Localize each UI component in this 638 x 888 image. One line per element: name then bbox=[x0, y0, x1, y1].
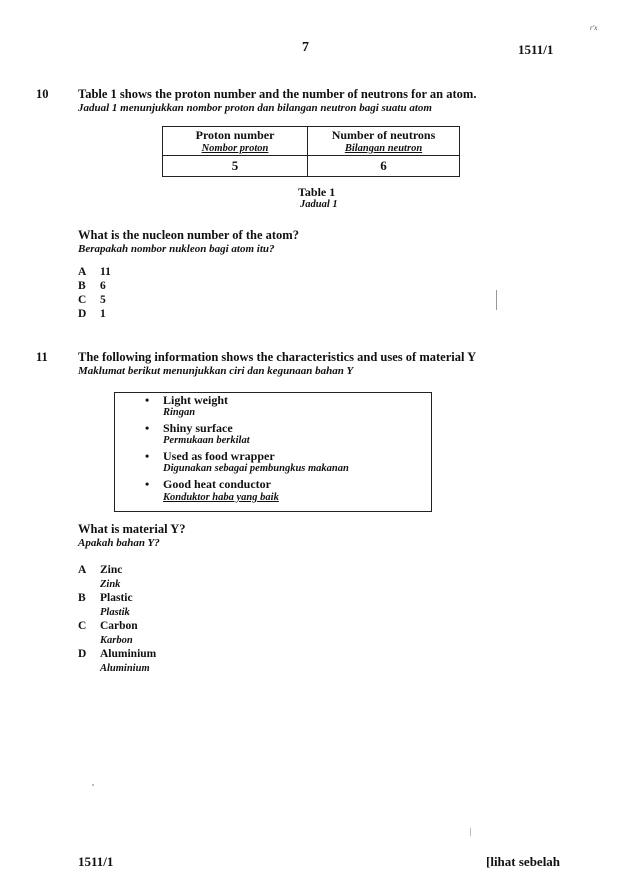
table-value-row bbox=[163, 156, 460, 177]
table-1 bbox=[162, 126, 460, 177]
question-11-number: 11 bbox=[36, 350, 48, 364]
option-b-text: Plastic bbox=[100, 592, 133, 604]
option-a-text-ms: Zink bbox=[100, 579, 121, 590]
option-c-text: Carbon bbox=[100, 620, 138, 632]
next-page-note: [lihat sebelah bbox=[486, 854, 561, 869]
info-item-4: Good heat conductor bbox=[163, 477, 271, 491]
header-neutrons-en: Number of neutrons bbox=[331, 128, 436, 142]
option-d-text: 1 bbox=[100, 308, 106, 320]
page-number: 7 bbox=[302, 40, 309, 55]
option-d-letter: D bbox=[78, 648, 87, 660]
question-11-text: The following information shows the characteristics and uses of material Y bbox=[78, 350, 477, 364]
info-item-3: Used as food wrapper bbox=[163, 449, 275, 463]
header-proton-number bbox=[163, 127, 308, 156]
info-item-2-ms: Permukaan berkilat bbox=[163, 435, 250, 446]
info-item-4-ms: Konduktor haba yang baik bbox=[163, 492, 279, 503]
bullet-icon: • bbox=[145, 393, 150, 407]
option-c-text: 5 bbox=[100, 294, 106, 306]
option-c-text-ms: Karbon bbox=[100, 635, 133, 646]
scan-dot bbox=[92, 784, 94, 786]
info-item-2: Shiny surface bbox=[163, 421, 233, 435]
option-b-letter: B bbox=[78, 592, 86, 604]
option-c-letter: C bbox=[78, 294, 87, 306]
paper-code-header: 1511/1 bbox=[518, 42, 554, 57]
option-c-letter: C bbox=[78, 620, 87, 632]
info-item-1-ms: Ringan bbox=[163, 407, 196, 418]
header-neutrons-ms: Bilangan neutron bbox=[344, 143, 423, 154]
information-box bbox=[114, 392, 432, 512]
bullet-icon: • bbox=[145, 477, 150, 491]
option-d-text-ms: Aluminium bbox=[100, 663, 150, 674]
option-a-letter: A bbox=[78, 266, 87, 278]
option-a-text: 11 bbox=[100, 266, 111, 278]
option-a-text: Zinc bbox=[100, 564, 123, 576]
question-11-prompt-ms: Apakah bahan Y? bbox=[78, 537, 160, 549]
question-11-text-ms: Maklumat berikut menunjukkan ciri dan kegunaan bahan Y bbox=[78, 365, 354, 377]
info-item-1: Light weight bbox=[163, 393, 229, 407]
option-d-text: Aluminium bbox=[100, 648, 157, 660]
question-10-prompt: What is the nucleon number of the atom? bbox=[78, 228, 299, 242]
bullet-icon: • bbox=[145, 449, 150, 463]
header-proton-number-en: Proton number bbox=[195, 128, 275, 142]
scan-dot bbox=[470, 828, 471, 836]
value-proton-number: 5 bbox=[163, 156, 308, 177]
question-11-prompt: What is material Y? bbox=[78, 522, 186, 536]
scan-mark bbox=[496, 290, 497, 310]
table-header-row bbox=[163, 127, 460, 156]
option-b-text-ms: Plastik bbox=[100, 607, 130, 618]
table-caption-ms: Jadual 1 bbox=[300, 199, 338, 210]
option-d-letter: D bbox=[78, 308, 87, 320]
header-proton-number-ms: Nombor proton bbox=[201, 143, 269, 154]
header-neutrons bbox=[308, 127, 460, 156]
option-a-letter: A bbox=[78, 564, 87, 576]
question-10-text-ms: Jadual 1 menunjukkan nombor proton dan bilangan neutron bagi suatu atom bbox=[78, 102, 432, 114]
paper-code-footer: 1511/1 bbox=[78, 854, 114, 869]
option-b-text: 6 bbox=[100, 280, 106, 292]
table-caption: Table 1 bbox=[298, 185, 336, 199]
question-10-text: Table 1 shows the proton number and the number of neutrons for an atom. bbox=[78, 87, 477, 101]
question-10-number: 10 bbox=[36, 87, 49, 101]
question-10-prompt-ms: Berapakah nombor nukleon bagi atom itu? bbox=[78, 243, 275, 255]
corner-mark: r'x bbox=[590, 24, 598, 32]
option-b-letter: B bbox=[78, 280, 86, 292]
value-neutrons: 6 bbox=[308, 156, 460, 177]
bullet-icon: • bbox=[145, 421, 150, 435]
info-item-3-ms: Digunakan sebagai pembungkus makanan bbox=[163, 463, 349, 474]
